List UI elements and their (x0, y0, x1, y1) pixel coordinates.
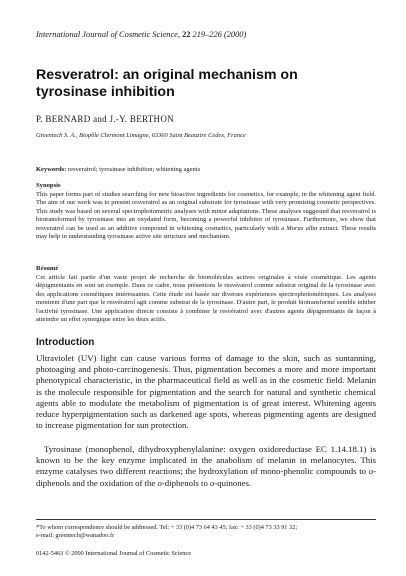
intro-p2-b: -diphenols and the oxidation of the (36, 466, 376, 488)
resume-text: Cet article fait partie d'un vaste projet de recherche de biomolécules actives originales à visée cosmétique. Les agents dépigmentants en sont un exemple. Dans ce cadre, nous présentons le resvératrol comme substrat original de la tyrosinase avec des applications cosmétiques intéressantes. Cette étude est basée sur diverses expériences spectrophotométriques. Les analyses montrent d'une part que le resvératrol agit comme substrat de la tyrosinase. D'autre part, le produit biotransformé semble inhiber l'activité tyrosinase. Une application directe consiste à combiner le resvératrol avec d'autres agents dépigmentants de façon à atteindre un effet synergique entre les deux actifs. (36, 274, 376, 324)
intro-p2-d: -quinones. (214, 477, 252, 488)
affiliation: Greentech S. A., Biopôle Clermont Limagne, 63360 Saint Beauzire Cedex, France (36, 132, 246, 139)
synopsis-text (36, 191, 376, 242)
resume-heading: Résumé (36, 265, 59, 272)
copyright-line: 0142-5463 © 2000 International Journal of Cosmetic Science (36, 550, 191, 557)
correspondence-note: *To whom correspondence should be addressed. Tel: + 33 (0)4 73 64 43 45; fax: + 33 (0)4 73 33 91 32; (36, 524, 298, 531)
synopsis-text-part2: extract. These results may help in understanding tyrosinase active site structure and mechanism. (36, 224, 376, 241)
keywords-label: Keywords: (36, 166, 67, 173)
keywords: resveratrol; tyrosinase inhibition; whitening agents (67, 166, 201, 173)
intro-p2-o2: o (157, 477, 162, 488)
article-title: Resveratrol: an original mechanism on tyrosinase inhibition (36, 67, 298, 100)
authors: P. BERNARD and J.-Y. BERTHON (36, 114, 174, 124)
introduction-heading: Introduction (36, 337, 95, 348)
intro-p2-o3: o (210, 477, 215, 488)
intro-p2-c: -diphenols to (161, 477, 211, 488)
intro-paragraph-2 (36, 444, 376, 489)
synopsis-species: Morus alba (286, 224, 318, 232)
intro-paragraph-1: Ultraviolet (UV) light can cause various forms of damage to the skin, such as suntanning, photoaging and photo-carcinogenesis. Thus, pigmentation becomes a more and more important phenotypical characteristic, in the pharmaceutical field as well as in the cosmetic field. Melanin is the molecule responsible for pigmentation and the search for natural and synthetic chemical agents able to modulate the metabolism of pigmentation is of great interest. Whitening agents reduce hyperpigmentation such as darkened age spots, whereas pigmenting agents are designed to increase pigmentation for sun protection. (36, 353, 376, 431)
synopsis-text-part1: This paper forms part of studies searching for new bioactive ingredients for cosmetics, for example, in the whitening agent field. The aim of our work was to present resveratrol as an original substrate for tyrosinase with very promising cosmetic perspectives. This study was based on several spectrophotometric analyses with minor adaptations. These analyses suggested that resveratrol is biotransformed by tyrosinase into an oxydated form, becoming a powerful inhibitor of tyrosinase. Furthermore, we show that resveratrol can be used as an additive compound in whitening cosmetics, particularly with a (36, 191, 376, 232)
email-note: e-mail: greentech@wanadoo.fr (36, 532, 115, 539)
intro-p2-a: Tyrosinase (monophenol, dihydroxyphenylalanine: oxygen oxidoreductase EC 1.14.18.1) is known to be the key enzyme implicated in the anabolism of melanin in melanocytes. This enzyme catalyses two different reactions; the hydroxylation of mono-phenolic compounds to (36, 444, 376, 477)
journal-pages: 219–226 (2000) (192, 30, 247, 39)
synopsis-heading: Synopsis (36, 182, 61, 189)
intro-p2-o1: o (368, 466, 374, 477)
journal-header (36, 30, 246, 39)
journal-volume: 22 (182, 30, 191, 39)
journal-name: International Journal of Cosmetic Science, (36, 30, 180, 39)
footnote-divider (36, 519, 376, 520)
keywords-line (36, 166, 200, 173)
